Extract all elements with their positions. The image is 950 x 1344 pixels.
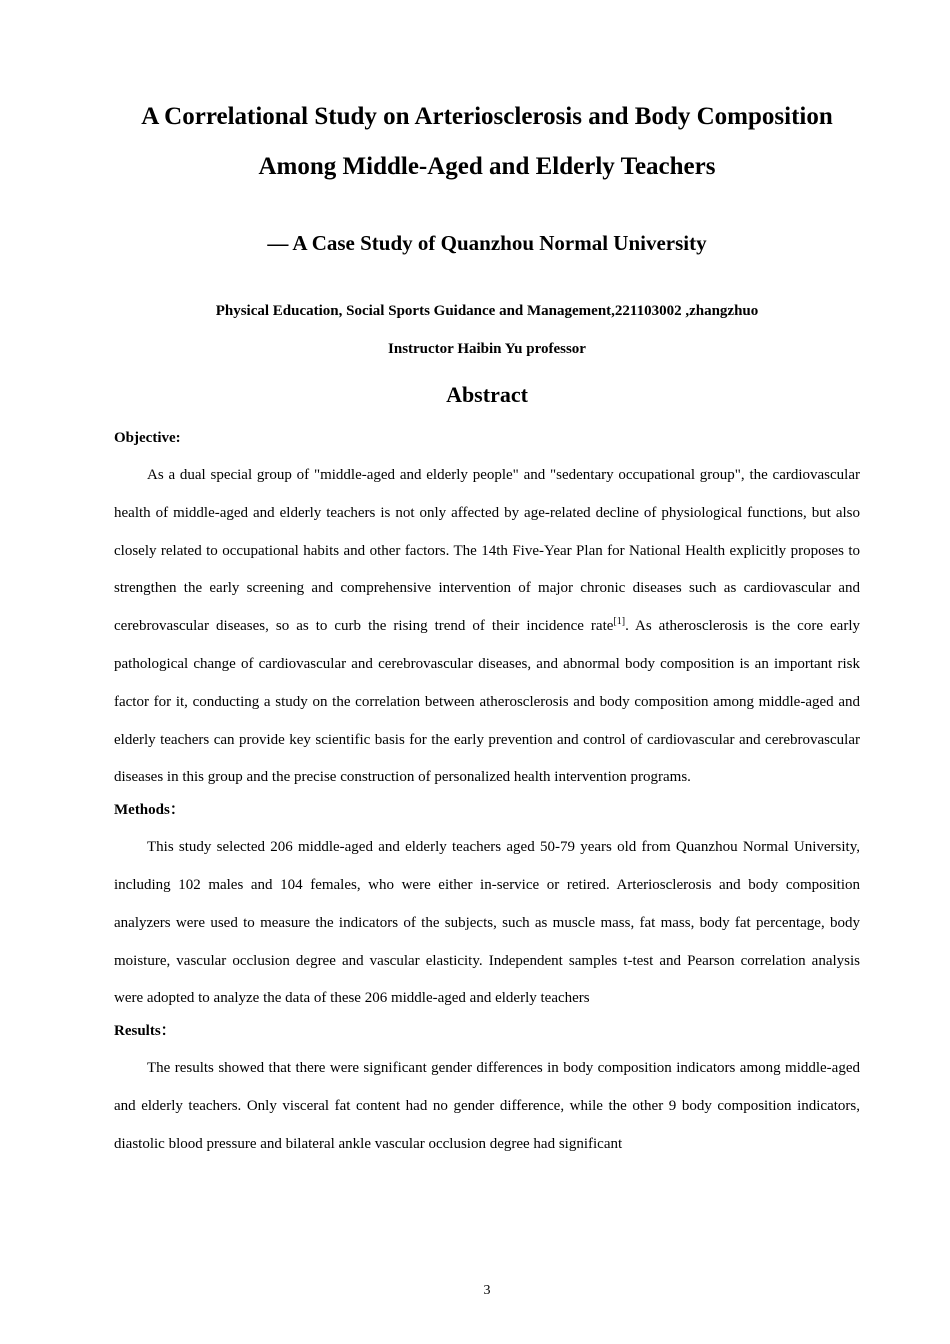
- objective-text-part-1: As a dual special group of "middle-aged and elderly people" and "sedentary occupational group", the cardiovascular health of middle-aged and elderly teachers is not only affected by age-related decline of physiological functions, but also closely related to occupational habits and other factors. The 14th Five-Year Plan for National Health explicitly proposes to strengthen the early screening and comprehensive intervention of major chronic diseases such as cardiovascular and cerebrovascular diseases, so as to curb the rising trend of their incidence rate: [114, 467, 860, 635]
- abstract-body: [114, 425, 860, 1164]
- page-number: 3: [483, 1283, 491, 1298]
- methods-label: Methods：: [114, 802, 185, 819]
- citation-reference: [1]: [613, 616, 626, 628]
- author-affiliation: Physical Education, Social Sports Guidance and Management,221103002 ,zhangzhuo: [215, 303, 759, 319]
- paper-title: [100, 92, 874, 192]
- paper-title-line-2: Among Middle-Aged and Elderly Teachers: [258, 153, 716, 180]
- abstract-heading: Abstract: [446, 382, 528, 407]
- results-label: Results：: [114, 1023, 176, 1040]
- instructor-line: Instructor Haibin Yu professor: [388, 341, 586, 357]
- methods-paragraph: This study selected 206 middle-aged and elderly teachers aged 50-79 years old from Quanzhou Normal University, including 102 males and 104 females, who were either in-service or retired. Arteriosclerosis and body composition analyzers were used to measure the indicators of the subjects, such as muscle mass, fat mass, body fat percentage, body moisture, vascular occlusion degree and vascular elasticity. Independent samples t-test and Pearson correlation analysis were adopted to analyze the data of these 206 middle-aged and elderly teachers: [114, 839, 860, 1007]
- results-paragraph: The results showed that there were significant gender differences in body composition indicators among middle-aged and elderly teachers. Only visceral fat content had no gender difference, while the other 9 body composition indicators, diastolic blood pressure and bilateral ankle vascular occlusion degree had significant: [114, 1060, 860, 1152]
- paper-title-line-1: A Correlational Study on Arteriosclerosis and Body Composition: [141, 103, 833, 130]
- objective-text-part-2: . As atherosclerosis is the core early pathological change of cardiovascular and cerebrovascular diseases, and abnormal body composition is an important risk factor for it, conducting a study on the correlation between atherosclerosis and body composition among middle-aged and elderly teachers can provide key scientific basis for the early prevention and control of cardiovascular and cerebrovascular diseases in this group and the precise construction of personalized health intervention programs.: [114, 618, 860, 786]
- objective-label: Objective:: [114, 430, 181, 446]
- objective-paragraph: [114, 457, 860, 797]
- paper-subtitle: — A Case Study of Quanzhou Normal University: [267, 231, 707, 255]
